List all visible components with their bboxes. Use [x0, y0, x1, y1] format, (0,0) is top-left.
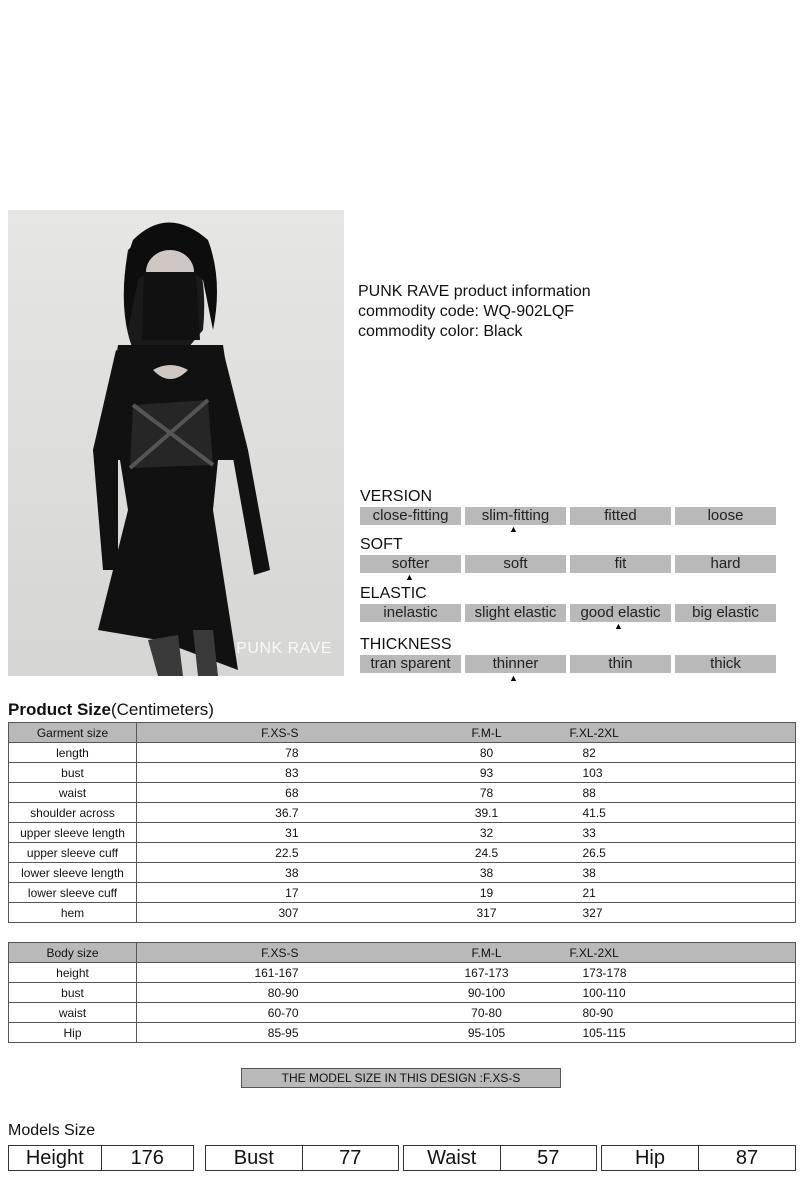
row-value-cell: 95-105: [427, 1023, 547, 1043]
table-row: [9, 763, 796, 783]
table-row: [9, 1023, 796, 1043]
table-row: [9, 803, 796, 823]
attr-title-elastic: ELASTIC: [360, 585, 427, 602]
row-value-cell: 38: [427, 863, 547, 883]
row-label-cell: lower sleeve cuff: [9, 883, 137, 903]
attr-option: softer: [360, 555, 461, 573]
row-label-cell: hem: [9, 903, 137, 923]
attr-row-thickness: [360, 655, 776, 673]
row-label-cell: waist: [9, 1003, 137, 1023]
selected-marker-soft: ▲: [405, 572, 414, 582]
attr-option: slight elastic: [465, 604, 566, 622]
row-value-cell: 78: [137, 743, 427, 763]
models-size-title: Models Size: [8, 1122, 96, 1139]
table-row: [9, 963, 796, 983]
model-hip-box: [601, 1145, 796, 1171]
attr-option: fitted: [570, 507, 671, 525]
model-height-value: 176: [130, 1147, 164, 1169]
body-size-table: [8, 942, 796, 1043]
row-value-cell: 33: [547, 823, 796, 843]
attr-row-version: [360, 507, 776, 525]
attr-option: hard: [675, 555, 776, 573]
row-label-cell: bust: [9, 763, 137, 783]
table-row: [9, 1003, 796, 1023]
row-value-cell: 70-80: [427, 1003, 547, 1023]
row-label-cell: lower sleeve length: [9, 863, 137, 883]
row-value-cell: 327: [547, 903, 796, 923]
row-label-cell: height: [9, 963, 137, 983]
row-value-cell: 68: [137, 783, 427, 803]
row-value-cell: 307: [137, 903, 427, 923]
row-label-cell: upper sleeve length: [9, 823, 137, 843]
table-row: [9, 983, 796, 1003]
row-value-cell: 38: [547, 863, 796, 883]
row-value-cell: 78: [427, 783, 547, 803]
header-cell: F.XS-S: [137, 943, 427, 963]
row-value-cell: 82: [547, 743, 796, 763]
table-row: [9, 903, 796, 923]
row-value-cell: 80-90: [137, 983, 427, 1003]
attr-option: good elastic: [570, 604, 671, 622]
model-bust-box: [205, 1145, 399, 1171]
row-value-cell: 103: [547, 763, 796, 783]
row-value-cell: 39.1: [427, 803, 547, 823]
header-cell: F.XS-S: [137, 723, 427, 743]
row-value-cell: 317: [427, 903, 547, 923]
row-value-cell: 38: [137, 863, 427, 883]
header-cell: F.XL-2XL: [547, 943, 796, 963]
row-value-cell: 83: [137, 763, 427, 783]
attr-option: thin: [570, 655, 671, 673]
info-commodity-code: commodity code: WQ-902LQF: [358, 303, 575, 320]
row-value-cell: 80: [427, 743, 547, 763]
row-label-cell: bust: [9, 983, 137, 1003]
row-value-cell: 31: [137, 823, 427, 843]
row-value-cell: 21: [547, 883, 796, 903]
attr-option: thick: [675, 655, 776, 673]
header-cell: F.M-L: [427, 723, 547, 743]
header-cell: Garment size: [9, 723, 137, 743]
row-label-cell: shoulder across: [9, 803, 137, 823]
attr-title-thickness: THICKNESS: [360, 636, 452, 653]
garment-size-table: [8, 722, 796, 923]
row-value-cell: 26.5: [547, 843, 796, 863]
model-hip-value: 87: [735, 1147, 759, 1169]
row-value-cell: 93: [427, 763, 547, 783]
model-design-size-banner: THE MODEL SIZE IN THIS DESIGN :F.XS-S: [241, 1068, 561, 1088]
row-value-cell: 24.5: [427, 843, 547, 863]
attr-option: close-fitting: [360, 507, 461, 525]
row-value-cell: 88: [547, 783, 796, 803]
attr-title-soft: SOFT: [360, 536, 403, 553]
model-height-label: Height: [9, 1146, 102, 1170]
table-row: [9, 743, 796, 763]
model-waist-box: [403, 1145, 597, 1171]
product-info: [358, 282, 591, 342]
row-value-cell: 85-95: [137, 1023, 427, 1043]
product-size-unit: (Centimeters): [110, 700, 214, 719]
row-value-cell: 60-70: [137, 1003, 427, 1023]
selected-marker-version: ▲: [509, 524, 518, 534]
attr-title-version: VERSION: [360, 488, 433, 505]
attr-option: tran sparent: [360, 655, 461, 673]
row-value-cell: 100-110: [547, 983, 796, 1003]
header-cell: Body size: [9, 943, 137, 963]
row-value-cell: 90-100: [427, 983, 547, 1003]
table-row: [9, 883, 796, 903]
attr-row-soft: [360, 555, 776, 573]
info-brand-line: PUNK RAVE product information: [358, 283, 591, 300]
table-row: [9, 863, 796, 883]
header-cell: F.XL-2XL: [547, 723, 796, 743]
attr-option: soft: [465, 555, 566, 573]
header-cell: F.M-L: [427, 943, 547, 963]
model-bust-value: 77: [339, 1147, 362, 1169]
attr-row-elastic: [360, 604, 776, 622]
row-value-cell: 41.5: [547, 803, 796, 823]
model-waist-label: Waist: [404, 1146, 501, 1170]
product-size-title: Product Size: [8, 700, 111, 719]
model-bust-label: Bust: [206, 1146, 303, 1170]
info-commodity-color: commodity color: Black: [358, 323, 523, 340]
row-label-cell: waist: [9, 783, 137, 803]
row-label-cell: Hip: [9, 1023, 137, 1043]
table-row: [9, 843, 796, 863]
attr-option: big elastic: [675, 604, 776, 622]
selected-marker-thickness: ▲: [509, 673, 518, 683]
row-value-cell: 105-115: [547, 1023, 796, 1043]
row-value-cell: 22.5: [137, 843, 427, 863]
row-value-cell: 32: [427, 823, 547, 843]
product-size-heading: [8, 700, 214, 720]
attr-option: loose: [675, 507, 776, 525]
model-height-box: [8, 1145, 194, 1171]
photo-watermark: PUNK RAVE: [236, 640, 332, 657]
attr-option: inelastic: [360, 604, 461, 622]
model-figure-illustration: [8, 210, 344, 676]
table-header-row: [9, 943, 796, 963]
model-waist-value: 57: [537, 1147, 560, 1169]
row-value-cell: 80-90: [547, 1003, 796, 1023]
table-row: [9, 783, 796, 803]
model-hip-label: Hip: [602, 1146, 699, 1170]
table-header-row: [9, 723, 796, 743]
selected-marker-elastic: ▲: [614, 621, 623, 631]
attr-option: fit: [570, 555, 671, 573]
row-value-cell: 36.7: [137, 803, 427, 823]
row-value-cell: 19: [427, 883, 547, 903]
row-value-cell: 167-173: [427, 963, 547, 983]
attr-option: slim-fitting: [465, 507, 566, 525]
table-row: [9, 823, 796, 843]
row-value-cell: 173-178: [547, 963, 796, 983]
row-value-cell: 161-167: [137, 963, 427, 983]
row-label-cell: upper sleeve cuff: [9, 843, 137, 863]
product-photo: [8, 210, 344, 676]
attr-option: thinner: [465, 655, 566, 673]
row-label-cell: length: [9, 743, 137, 763]
row-value-cell: 17: [137, 883, 427, 903]
